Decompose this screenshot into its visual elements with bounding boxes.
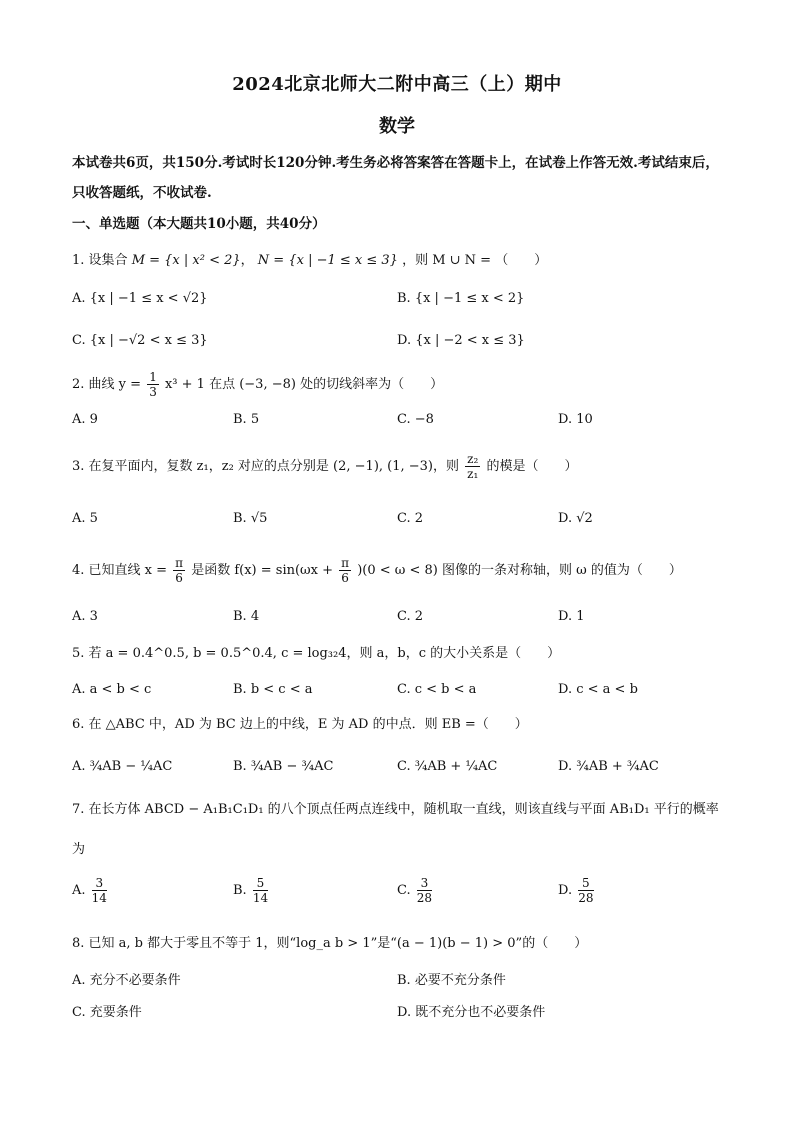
q3-option-b[interactable]: B. √5: [233, 511, 268, 526]
instructions: 本试卷共6页，共150分.考试时长120分钟.考生务必将答案答在答题卡上，在试卷上作答无效.考试结束后，只收答题纸，不收试卷.: [72, 155, 719, 201]
q2-fraction: $\frac{1}{3}$: [149, 370, 157, 399]
question-6: 6. 在 △ABC 中，AD 为 BC 边上的中线，E 为 AD 的中点．则 EB =（ ）: [72, 717, 528, 732]
q6-option-d[interactable]: D. ¾AB + ¾AC: [558, 759, 659, 774]
q4-fraction-2: $\frac{\pi}{6}$: [341, 556, 350, 585]
q1-set-n: N = {x | −1 ≤ x ≤ 3}: [257, 253, 398, 268]
q4-option-b[interactable]: B. 4: [233, 609, 260, 624]
q1-stem-end: ，则 M ∪ N = （ ）: [402, 253, 548, 268]
section-heading: 一、单选题（本大题共10小题，共40分）: [72, 216, 326, 232]
q6-option-b[interactable]: B. ¾AB − ¾AC: [233, 759, 334, 774]
q7-d-fraction: $\frac{5}{28}$: [578, 876, 594, 905]
q7-c-fraction: $\frac{3}{28}$: [416, 876, 433, 905]
q8-option-d[interactable]: D. 既不充分也不必要条件: [397, 1005, 546, 1020]
q4-option-a[interactable]: A. 3: [72, 609, 98, 624]
q3-stem: 3. 在复平面内，复数 z₁，z₂ 对应的点分别是 (2, −1), (1, −3)，则: [72, 459, 460, 474]
q3-option-c[interactable]: C. 2: [397, 511, 424, 526]
q3-option-d[interactable]: D. √2: [558, 511, 593, 526]
exam-title: 2024北京北师大二附中高三（上）期中: [232, 74, 562, 95]
question-2: [72, 370, 722, 399]
question-3: [72, 452, 722, 481]
q3-fraction: $\frac{\text{z₂}}{\text{z₁}}$: [467, 452, 479, 481]
q6-option-a[interactable]: A. ¾AB − ¼AC: [72, 759, 173, 774]
q4-stem-mid: 是函数 f(x) = sin(ωx +: [191, 563, 334, 578]
q5-option-b[interactable]: B. b < c < a: [233, 682, 313, 697]
question-5: 5. 若 a = 0.4^0.5, b = 0.5^0.4, c = log₃₂4，则 a，b，c 的大小关系是（ ）: [72, 646, 561, 661]
q2-option-b[interactable]: B. 5: [233, 412, 260, 427]
q8-option-c[interactable]: C. 充要条件: [72, 1005, 142, 1020]
subject-title: 数学: [379, 116, 415, 137]
question-4: [72, 556, 722, 585]
q7-option-c[interactable]: C. $\frac{3}{28}$: [397, 876, 433, 905]
q7-option-b[interactable]: B. $\frac{5}{14}$: [233, 876, 269, 905]
question-8: 8. 已知 a, b 都大于零且不等于 1，则“log_a b > 1”是“(a − 1)(b − 1) > 0”的（ ）: [72, 936, 588, 951]
q2-stem: 2. 曲线 y =: [72, 377, 142, 392]
q1-option-a[interactable]: A. {x | −1 ≤ x < √2}: [72, 291, 208, 306]
q8-option-a[interactable]: A. 充分不必要条件: [72, 973, 181, 988]
q5-option-c[interactable]: C. c < b < a: [397, 682, 477, 697]
q5-option-a[interactable]: A. a < b < c: [72, 682, 152, 697]
q1-set-m: M = {x | x² < 2}: [131, 253, 241, 268]
q7-option-a[interactable]: A. $\frac{3}{14}$: [72, 876, 107, 905]
q2-option-d[interactable]: D. 10: [558, 412, 593, 427]
q3-option-a[interactable]: A. 5: [72, 511, 98, 526]
q1-option-c[interactable]: C. {x | −√2 < x ≤ 3}: [72, 333, 208, 348]
q5-option-d[interactable]: D. c < a < b: [558, 682, 638, 697]
q4-option-d[interactable]: D. 1: [558, 609, 585, 624]
q1-stem: 1. 设集合: [72, 253, 128, 268]
q8-option-b[interactable]: B. 必要不充分条件: [397, 973, 506, 988]
q7-a-fraction: $\frac{3}{14}$: [91, 876, 107, 905]
q2-option-c[interactable]: C. −8: [397, 412, 434, 427]
q4-stem: 4. 已知直线 x =: [72, 563, 168, 578]
q1-option-d[interactable]: D. {x | −2 < x ≤ 3}: [397, 333, 525, 348]
q1-option-b[interactable]: B. {x | −1 ≤ x < 2}: [397, 291, 525, 306]
q2-stem-end: x³ + 1 在点 (−3, −8) 处的切线斜率为（ ）: [164, 377, 444, 392]
q4-stem-end: )(0 < ω < 8) 图像的一条对称轴，则 ω 的值为（ ）: [357, 563, 682, 578]
q4-option-c[interactable]: C. 2: [397, 609, 424, 624]
q7-b-fraction: $\frac{5}{14}$: [252, 876, 269, 905]
question-7: 7. 在长方体 ABCD − A₁B₁C₁D₁ 的八个顶点任两点连线中，随机取一直线，则该直线与平面 AB₁D₁ 平行的概率为: [72, 802, 719, 857]
question-1: 1. 设集合 M = {x | x² < 2}， N = {x | −1 ≤ x ≤ 3} ，则 M ∪ N = （ ）: [72, 253, 548, 268]
q3-stem-end: 的模是（ ）: [486, 459, 578, 474]
q7-option-d[interactable]: D. $\frac{5}{28}$: [558, 876, 594, 905]
q6-option-c[interactable]: C. ¾AB + ¼AC: [397, 759, 498, 774]
q2-option-a[interactable]: A. 9: [72, 412, 98, 427]
q4-fraction-1: $\frac{\pi}{6}$: [175, 556, 184, 585]
